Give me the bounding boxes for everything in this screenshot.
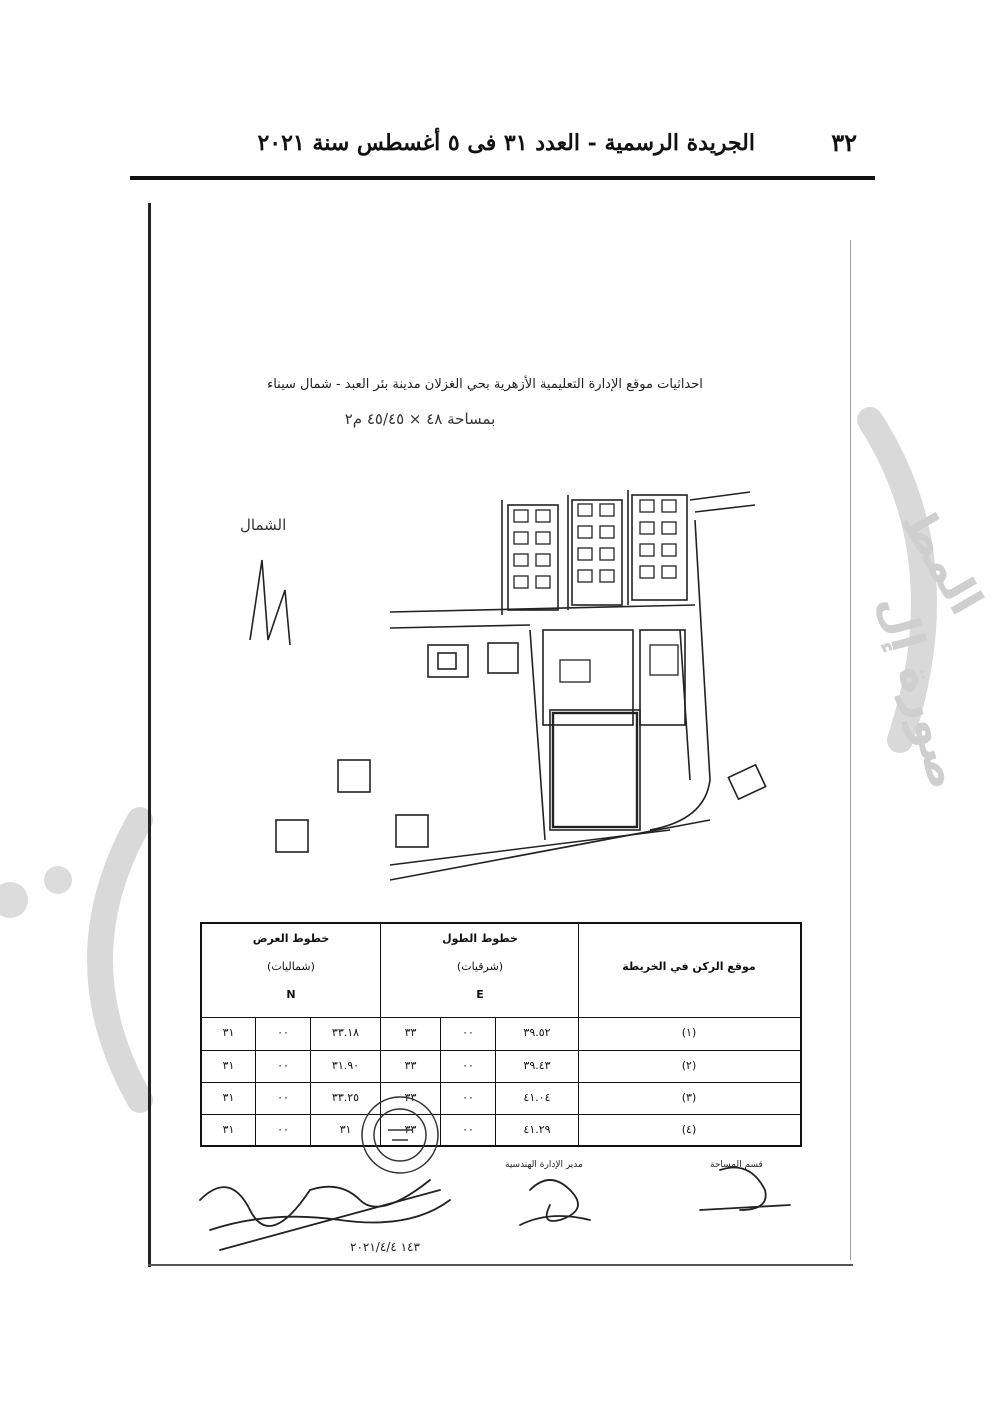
table-cell: ٣١ — [222, 1059, 235, 1072]
handwritten-area: بمساحة ٤٨ × ٤٥/٤٥ م٢ — [344, 410, 496, 428]
table-cell: ٣١.٩٠ — [331, 1059, 360, 1072]
table-row-corner: (٤) — [681, 1123, 697, 1136]
header-longitude-letter: E — [476, 988, 484, 1001]
svg-text:المط: المط — [890, 498, 994, 624]
table-cell: ٣١ — [339, 1123, 352, 1136]
table-cell: ٠٠ — [277, 1091, 289, 1104]
table-cell: ٣٩.٥٢ — [523, 1026, 551, 1039]
table-cell: ٣١ — [222, 1123, 235, 1136]
header-longitude-sub: (شرقيات) — [456, 960, 504, 973]
table-cell: ٠٠ — [462, 1123, 474, 1136]
table-cell: ٣١ — [222, 1026, 235, 1039]
table-row-corner: (١) — [681, 1026, 697, 1039]
sheet-right-border — [850, 240, 851, 1260]
svg-text:صورة إل: صورة إل — [869, 588, 973, 795]
table-cell: ٤١.٠٤ — [523, 1091, 551, 1104]
stamp-number: ١٤٣ ٢٠٢١/٤/٤ — [350, 1240, 420, 1254]
table-cell: ٣٣ — [404, 1059, 417, 1072]
table-cell: ٤١.٢٩ — [523, 1123, 551, 1136]
seal-stamp — [330, 1085, 450, 1175]
table-cell: ٣٣ — [404, 1091, 417, 1104]
site-map — [150, 480, 770, 900]
gazette-title: الجريدة الرسمية - العدد ٣١ فى ٥ أغسطس سنة ٢٠٢١ — [257, 130, 755, 156]
table-cell: ٠٠ — [277, 1123, 289, 1136]
table-row-corner: (٣) — [681, 1091, 697, 1104]
table-cell: ٠٠ — [277, 1059, 289, 1072]
table-cell: ٠٠ — [462, 1059, 474, 1072]
sheet-bottom-border — [148, 1264, 853, 1266]
header-latitude-letter: N — [286, 988, 296, 1001]
header-latitude: خطوط العرض — [252, 932, 330, 945]
table-cell: ٠٠ — [277, 1026, 289, 1039]
table-cell: ٣٣ — [404, 1123, 417, 1136]
table-cell: ٣٣.١٨ — [331, 1026, 360, 1039]
table-cell: ٠٠ — [462, 1026, 474, 1039]
north-label: الشمال — [240, 516, 287, 534]
document-title: احداثيات موقع الإدارة التعليمية الأزهرية بحي الغزلان مدينة بئر العبد - شمال سيناء — [267, 377, 703, 392]
header-latitude-sub: (شماليات) — [267, 960, 315, 973]
page-number: ٣٢ — [831, 128, 857, 157]
table-cell: ٣٣ — [404, 1026, 417, 1039]
coordinates-table — [200, 922, 800, 1145]
table-cell: ٣٩.٤٣ — [523, 1059, 551, 1072]
table-row-corner: (٢) — [681, 1059, 697, 1072]
north-arrow-icon — [250, 560, 290, 645]
survey-dept-label: قسم المساحة — [710, 1160, 763, 1170]
signatures-scribbles — [190, 1150, 810, 1260]
header-location: موقع الركن في الخريطة — [622, 960, 756, 973]
table-cell: ٣١ — [222, 1091, 235, 1104]
table-cell: ٣٣.٢٥ — [331, 1091, 360, 1104]
header-longitude: خطوط الطول — [442, 932, 518, 945]
table-cell: ٠٠ — [462, 1091, 474, 1104]
eng-director-label: مدير الإدارة الهندسية — [505, 1160, 583, 1170]
